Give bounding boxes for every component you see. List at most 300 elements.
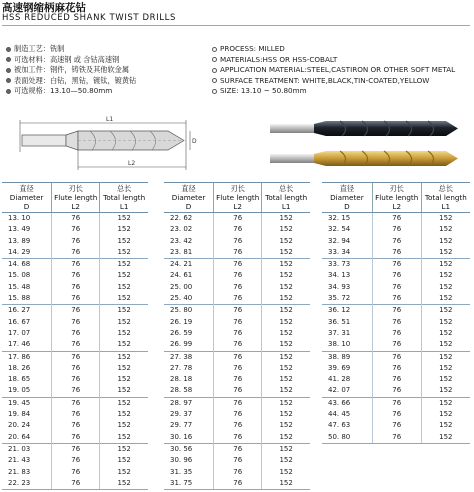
cell-flute-length: 76	[372, 420, 421, 431]
cell-diameter: 13. 89	[8, 236, 31, 245]
cell-total-length: 152	[421, 270, 470, 281]
table-row	[164, 432, 310, 444]
table-row	[322, 385, 470, 397]
cell-total-length: 152	[100, 224, 148, 235]
column-header-en: Flute length	[216, 193, 260, 202]
bullet-icon	[6, 68, 11, 73]
cell-diameter: 15. 08	[8, 271, 31, 280]
cell-total-length: 152	[262, 224, 310, 235]
cell-flute-length: 76	[214, 385, 262, 397]
cell-diameter: 18. 65	[8, 375, 31, 384]
column-header-symbol: D	[344, 202, 350, 211]
table-row	[164, 328, 310, 339]
bullet-icon	[6, 78, 11, 83]
table-row	[2, 409, 148, 420]
cell-flute-length: 76	[214, 293, 262, 305]
cell-diameter: 17. 46	[8, 340, 31, 349]
table-row	[322, 420, 470, 431]
cell-total-length: 152	[262, 467, 310, 478]
column-header	[52, 183, 100, 213]
table-row	[164, 282, 310, 293]
cell-total-length: 152	[100, 374, 148, 385]
cell-diameter: 43. 66	[322, 397, 372, 409]
cell-total-length: 152	[262, 236, 310, 247]
cell-total-length: 152	[421, 339, 470, 351]
cell-total-length: 152	[100, 282, 148, 293]
column-header-cn: 直径	[339, 184, 355, 193]
table-row	[164, 397, 310, 409]
cell-flute-length: 76	[372, 293, 421, 305]
column-header-en: Flute length	[54, 193, 98, 202]
table-row	[2, 478, 148, 490]
table-row	[2, 259, 148, 271]
cell-diameter: 39. 69	[328, 363, 351, 372]
cell-diameter: 27. 38	[164, 351, 214, 363]
cell-diameter: 13. 10	[8, 214, 31, 222]
cell-flute-length: 76	[52, 339, 100, 351]
column-header-symbol: L2	[392, 202, 402, 211]
cell-flute-length: 76	[214, 374, 262, 385]
table-row	[2, 467, 148, 478]
table-row	[322, 397, 470, 409]
table-row	[322, 270, 470, 281]
cell-diameter: 21. 83	[8, 467, 31, 476]
column-header-cn: 刃长	[68, 184, 83, 193]
table-row	[2, 247, 148, 259]
cell-flute-length: 76	[52, 259, 100, 271]
cell-flute-length: 76	[214, 317, 262, 328]
cell-diameter: 17. 86	[2, 351, 52, 363]
cell-total-length: 152	[262, 305, 310, 317]
cell-flute-length: 76	[372, 317, 421, 328]
cell-diameter: 28. 97	[164, 397, 214, 409]
cell-flute-length: 76	[372, 363, 421, 374]
cell-flute-length: 76	[372, 351, 421, 363]
cell-flute-length: 76	[372, 213, 421, 225]
cell-flute-length: 76	[52, 385, 100, 397]
cell-flute-length: 76	[52, 443, 100, 455]
drill-product-photo	[270, 118, 460, 172]
cell-diameter: 38. 10	[328, 340, 351, 349]
table-row	[164, 385, 310, 397]
cell-total-length: 152	[421, 432, 470, 444]
cell-diameter: 41. 28	[328, 375, 351, 384]
table-row	[2, 236, 148, 247]
cell-total-length: 152	[421, 224, 470, 235]
cell-flute-length: 76	[52, 224, 100, 235]
cell-total-length: 152	[100, 317, 148, 328]
size-table-2	[164, 182, 310, 490]
table-row	[164, 213, 310, 225]
table-row	[2, 328, 148, 339]
cell-flute-length: 76	[214, 282, 262, 293]
label-l1: L1	[106, 116, 114, 123]
page-title-cn: 高速钢缩柄麻花钻	[2, 2, 86, 14]
cell-diameter: 31. 75	[164, 478, 214, 490]
table-row	[2, 305, 148, 317]
cell-total-length: 152	[421, 397, 470, 409]
cell-diameter: 25. 00	[170, 282, 193, 291]
cell-flute-length: 76	[52, 467, 100, 478]
cell-total-length: 152	[100, 247, 148, 259]
table-row	[322, 305, 470, 317]
cell-diameter: 15. 88	[8, 294, 31, 303]
table-row	[322, 374, 470, 385]
cell-flute-length: 76	[372, 432, 421, 444]
bullet-icon	[6, 57, 11, 62]
table-row	[322, 224, 470, 235]
spec-item-cn: 被加工件：钢件，铸铁及其他软金属	[6, 65, 206, 76]
cell-total-length: 152	[100, 270, 148, 281]
cell-total-length: 152	[262, 432, 310, 444]
bullet-icon	[212, 89, 217, 94]
table-row	[322, 247, 470, 259]
cell-diameter: 47. 63	[328, 421, 351, 430]
table-row	[164, 293, 310, 305]
spec-item-cn: 表面处理：白钻，黑钻，镀钛，镀黄钻	[6, 76, 206, 87]
cell-flute-length: 76	[214, 213, 262, 225]
cell-flute-length: 76	[372, 339, 421, 351]
cell-diameter: 27. 78	[170, 363, 193, 372]
cell-total-length: 152	[262, 213, 310, 225]
spec-item-cn: 可选材料：高速钢 或 含钴高速钢	[6, 55, 206, 66]
cell-total-length: 152	[421, 374, 470, 385]
table-row	[2, 374, 148, 385]
column-header-symbol: L2	[71, 202, 80, 211]
spec-item-en: SIZE: 13.10 ~ 50.80mm	[212, 86, 472, 97]
column-header-en: Diameter	[330, 193, 364, 202]
column-header-symbol: L1	[119, 202, 129, 211]
cell-flute-length: 76	[52, 478, 100, 490]
cell-flute-length: 76	[214, 236, 262, 247]
cell-diameter: 36. 51	[328, 317, 351, 326]
cell-diameter: 31. 35	[170, 467, 193, 476]
cell-total-length: 152	[100, 420, 148, 431]
cell-diameter: 16. 27	[2, 305, 52, 317]
column-header-symbol: L2	[233, 202, 242, 211]
table-row	[322, 213, 470, 225]
cell-flute-length: 76	[52, 328, 100, 339]
cell-total-length: 152	[421, 363, 470, 374]
cell-flute-length: 76	[372, 328, 421, 339]
cell-diameter: 21. 43	[8, 456, 31, 465]
cell-flute-length: 76	[52, 374, 100, 385]
table-row	[164, 363, 310, 374]
cell-diameter: 30. 16	[170, 432, 193, 441]
table-header-row	[164, 183, 310, 213]
cell-diameter: 17. 07	[8, 328, 31, 337]
cell-diameter: 26. 19	[170, 317, 193, 326]
table-row	[322, 409, 470, 420]
cell-diameter: 22. 23	[2, 478, 52, 490]
table-row	[2, 455, 148, 466]
column-header-en: Total length	[424, 193, 467, 202]
column-header	[164, 183, 214, 213]
cell-total-length: 152	[262, 363, 310, 374]
cell-total-length: 152	[100, 213, 148, 225]
cell-diameter: 29. 77	[170, 421, 193, 430]
cell-flute-length: 76	[372, 224, 421, 235]
table-row	[164, 236, 310, 247]
table-row	[164, 420, 310, 431]
cell-total-length: 152	[100, 432, 148, 444]
page-title-en: HSS REDUCED SHANK TWIST DRILLS	[2, 13, 176, 23]
spec-item-en: PROCESS: MILLED	[212, 44, 472, 55]
column-header-en: Total length	[265, 193, 308, 202]
column-header-en: Flute length	[375, 193, 419, 202]
cell-diameter: 35. 72	[328, 294, 351, 303]
table-row	[2, 282, 148, 293]
column-header-cn: 总长	[438, 184, 454, 193]
cell-flute-length: 76	[52, 420, 100, 431]
column-header-en: Total length	[103, 193, 146, 202]
cell-total-length: 152	[100, 385, 148, 397]
table-header-row	[322, 183, 470, 213]
cell-total-length: 152	[421, 282, 470, 293]
cell-diameter: 44. 45	[328, 410, 351, 419]
cell-diameter: 20. 24	[8, 421, 31, 430]
cell-flute-length: 76	[52, 351, 100, 363]
column-header-cn: 直径	[181, 184, 196, 193]
table-row	[322, 351, 470, 363]
cell-flute-length: 76	[52, 363, 100, 374]
black-drill-image	[270, 121, 458, 136]
table-row	[164, 478, 310, 490]
size-table-3	[322, 182, 470, 444]
cell-diameter: 14. 68	[2, 259, 52, 271]
cell-total-length: 152	[262, 420, 310, 431]
table-row	[164, 374, 310, 385]
cell-diameter: 22. 62	[170, 214, 193, 222]
cell-diameter: 34. 13	[328, 271, 351, 280]
cell-flute-length: 76	[372, 270, 421, 281]
cell-total-length: 152	[100, 236, 148, 247]
cell-total-length: 152	[100, 443, 148, 455]
cell-flute-length: 76	[372, 236, 421, 247]
cell-total-length: 152	[421, 385, 470, 397]
table-row	[322, 328, 470, 339]
column-header-symbol: D	[185, 202, 192, 211]
cell-flute-length: 76	[214, 339, 262, 351]
cell-total-length: 152	[100, 409, 148, 420]
column-header-en: Diameter	[171, 193, 206, 202]
cell-flute-length: 76	[214, 224, 262, 235]
cell-flute-length: 76	[214, 443, 262, 455]
cell-flute-length: 76	[214, 467, 262, 478]
cell-total-length: 152	[262, 351, 310, 363]
column-header	[322, 183, 372, 213]
cell-total-length: 152	[100, 363, 148, 374]
cell-total-length: 152	[262, 409, 310, 420]
table-row	[322, 432, 470, 444]
column-header	[2, 183, 52, 213]
cell-flute-length: 76	[372, 282, 421, 293]
cell-diameter: 33. 34	[328, 247, 351, 256]
cell-total-length: 152	[100, 478, 148, 490]
cell-total-length: 152	[262, 328, 310, 339]
cell-flute-length: 76	[372, 409, 421, 420]
cell-total-length: 152	[262, 478, 310, 490]
cell-total-length: 152	[262, 270, 310, 281]
column-header	[262, 183, 310, 213]
cell-flute-length: 76	[214, 397, 262, 409]
cell-total-length: 152	[262, 455, 310, 466]
spec-item-cn: 可选规格：13.10—50.80mm	[6, 86, 206, 97]
bullet-icon	[212, 78, 217, 83]
cell-total-length: 152	[421, 236, 470, 247]
table-row	[322, 236, 470, 247]
cell-diameter: 13. 49	[8, 225, 31, 234]
cell-total-length: 152	[421, 259, 470, 271]
cell-flute-length: 76	[214, 478, 262, 490]
cell-diameter: 30. 56	[164, 443, 214, 455]
size-table-1	[2, 182, 148, 490]
cell-total-length: 152	[100, 351, 148, 363]
column-header-cn: 刃长	[230, 184, 245, 193]
table-row	[2, 224, 148, 235]
table-row	[322, 282, 470, 293]
table-row	[164, 443, 310, 455]
cell-total-length: 152	[262, 282, 310, 293]
cell-total-length: 152	[421, 420, 470, 431]
cell-diameter: 30. 96	[170, 456, 193, 465]
cell-total-length: 152	[100, 305, 148, 317]
label-l2: L2	[128, 160, 136, 167]
cell-total-length: 152	[100, 339, 148, 351]
table-row	[164, 351, 310, 363]
cell-flute-length: 76	[52, 432, 100, 444]
table-row	[2, 293, 148, 305]
cell-total-length: 152	[421, 317, 470, 328]
cell-flute-length: 76	[372, 247, 421, 259]
table-row	[2, 270, 148, 281]
table-row	[2, 317, 148, 328]
cell-total-length: 152	[262, 385, 310, 397]
cell-flute-length: 76	[52, 397, 100, 409]
cell-diameter: 20. 64	[8, 432, 31, 441]
cell-total-length: 152	[100, 467, 148, 478]
cell-flute-length: 76	[372, 305, 421, 317]
label-d: D	[192, 138, 197, 145]
table-row	[164, 409, 310, 420]
table-row	[322, 259, 470, 271]
cell-flute-length: 76	[52, 293, 100, 305]
cell-diameter: 32. 15	[328, 214, 351, 222]
cell-flute-length: 76	[214, 363, 262, 374]
cell-total-length: 152	[100, 259, 148, 271]
spec-item-en: MATERIALS:HSS OR HSS-COBALT	[212, 55, 472, 66]
cell-flute-length: 76	[214, 328, 262, 339]
table-row	[164, 270, 310, 281]
drill-technical-drawing	[18, 112, 198, 180]
spec-item-cn: 制造工艺：铣制	[6, 44, 206, 55]
cell-diameter: 23. 02	[170, 225, 193, 234]
cell-flute-length: 76	[214, 247, 262, 259]
cell-total-length: 152	[262, 339, 310, 351]
cell-total-length: 152	[100, 455, 148, 466]
table-row	[164, 305, 310, 317]
table-row	[2, 213, 148, 225]
table-row	[2, 397, 148, 409]
cell-flute-length: 76	[52, 282, 100, 293]
cell-flute-length: 76	[52, 213, 100, 225]
cell-total-length: 152	[100, 293, 148, 305]
cell-total-length: 152	[262, 259, 310, 271]
cell-diameter: 19. 84	[8, 410, 31, 419]
cell-diameter: 23. 81	[170, 247, 193, 256]
cell-flute-length: 76	[52, 247, 100, 259]
cell-flute-length: 76	[52, 236, 100, 247]
column-header-cn: 刃长	[389, 184, 404, 193]
cell-diameter: 14. 29	[8, 247, 31, 256]
cell-diameter: 26. 59	[170, 328, 193, 337]
cell-flute-length: 76	[214, 259, 262, 271]
cell-flute-length: 76	[52, 409, 100, 420]
table-row	[322, 293, 470, 305]
column-header	[372, 183, 421, 213]
cell-diameter: 21. 03	[2, 443, 52, 455]
cell-total-length: 152	[421, 247, 470, 259]
cell-diameter: 37. 31	[328, 328, 351, 337]
cell-total-length: 152	[421, 305, 470, 317]
cell-diameter: 15. 48	[8, 282, 31, 291]
table-row	[2, 351, 148, 363]
cell-flute-length: 76	[214, 351, 262, 363]
column-header-symbol: L1	[281, 202, 291, 211]
table-row	[2, 339, 148, 351]
cell-diameter: 33. 73	[322, 259, 372, 271]
cell-flute-length: 76	[372, 385, 421, 397]
table-row	[164, 317, 310, 328]
bullet-icon	[212, 68, 217, 73]
table-row	[2, 363, 148, 374]
cell-diameter: 28. 18	[170, 375, 193, 384]
cell-total-length: 152	[100, 397, 148, 409]
table-row	[164, 339, 310, 351]
cell-diameter: 38. 89	[322, 351, 372, 363]
table-row	[164, 247, 310, 259]
cell-flute-length: 76	[372, 374, 421, 385]
spec-list-cn	[6, 44, 206, 97]
cell-diameter: 16. 67	[8, 317, 31, 326]
cell-flute-length: 76	[52, 317, 100, 328]
cell-diameter: 19. 05	[8, 386, 31, 395]
cell-diameter: 32. 54	[328, 225, 351, 234]
title-divider	[2, 25, 470, 26]
cell-diameter: 42. 07	[328, 386, 351, 395]
cell-total-length: 152	[262, 317, 310, 328]
bullet-icon	[6, 47, 11, 52]
cell-total-length: 152	[100, 328, 148, 339]
cell-diameter: 23. 42	[170, 236, 193, 245]
cell-flute-length: 76	[214, 455, 262, 466]
cell-total-length: 152	[262, 397, 310, 409]
table-row	[164, 455, 310, 466]
cell-diameter: 25. 80	[164, 305, 214, 317]
table-row	[2, 432, 148, 444]
gold-drill-image	[270, 151, 458, 166]
cell-flute-length: 76	[52, 270, 100, 281]
cell-flute-length: 76	[214, 409, 262, 420]
table-row	[164, 467, 310, 478]
cell-total-length: 152	[262, 293, 310, 305]
cell-flute-length: 76	[52, 305, 100, 317]
bullet-icon	[212, 57, 217, 62]
cell-diameter: 50. 80	[322, 432, 372, 444]
column-header	[421, 183, 470, 213]
column-header-cn: 总长	[278, 184, 294, 193]
cell-flute-length: 76	[214, 305, 262, 317]
